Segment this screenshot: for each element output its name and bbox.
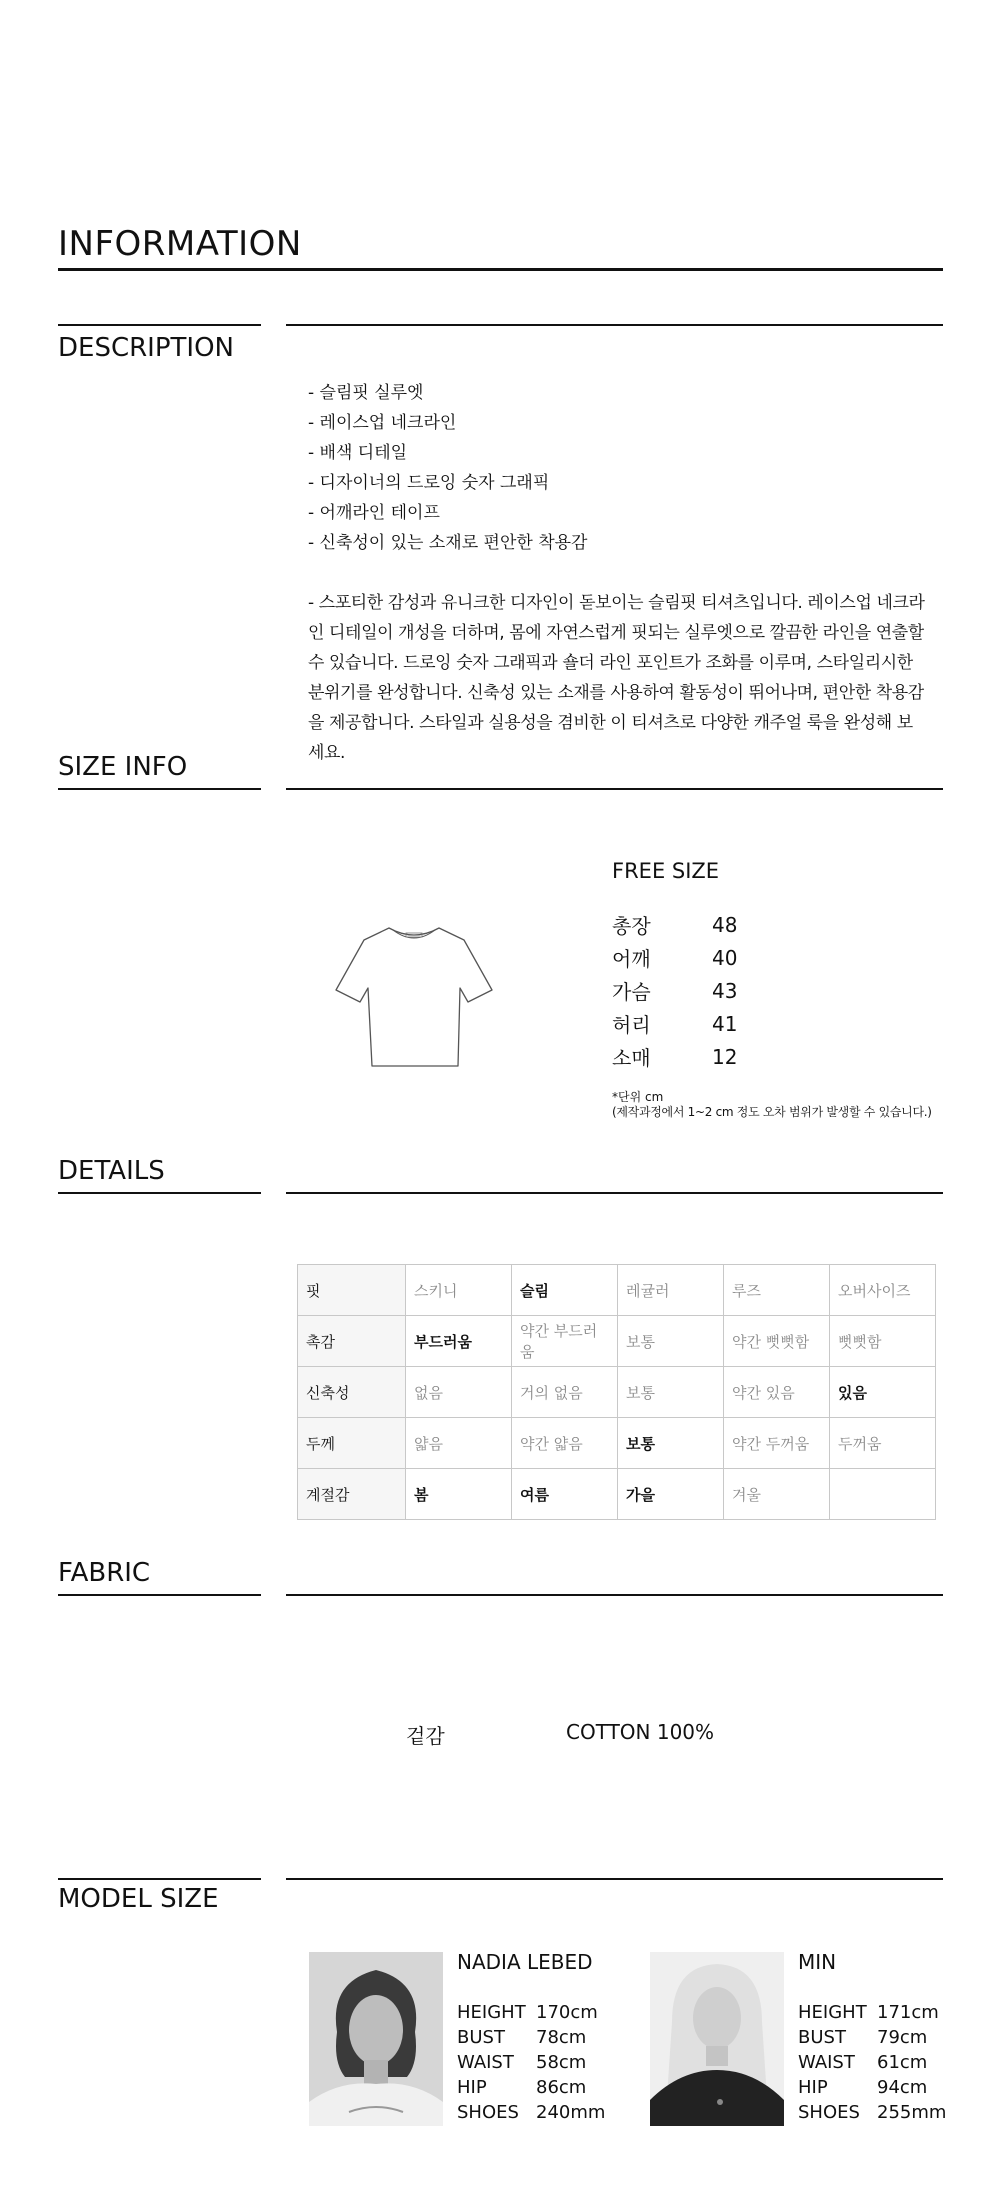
- unit-note: *단위 cm: [612, 1090, 664, 1104]
- stat-value: 170cm: [536, 2002, 598, 2023]
- details-option: 보통: [618, 1367, 724, 1418]
- description-rule-right: [286, 324, 943, 326]
- model-measurements: [457, 2000, 605, 2125]
- stat-value: 78cm: [536, 2027, 587, 2048]
- measurement-row: [612, 941, 737, 974]
- tolerance-note: (제작과정에서 1~2 cm 정도 오차 범위가 발생할 수 있습니다.): [612, 1105, 932, 1119]
- tshirt-flat-sketch: [334, 918, 494, 1068]
- model-stat-row: [798, 2000, 946, 2025]
- details-row: [298, 1316, 936, 1367]
- details-option: 거의 없음: [512, 1367, 618, 1418]
- stat-label: SHOES: [798, 2102, 860, 2123]
- details-row-header: 핏: [298, 1265, 406, 1316]
- size-info-rule-right: [286, 788, 943, 790]
- model-stat-row: [798, 2075, 946, 2100]
- details-option-selected: 여름: [512, 1469, 618, 1520]
- description-heading: DESCRIPTION: [58, 333, 234, 363]
- feature-item: - 배색 디테일: [308, 443, 408, 463]
- details-option: 없음: [406, 1367, 512, 1418]
- details-row: [298, 1265, 936, 1316]
- feature-item: - 신축성이 있는 소재로 편안한 착용감: [308, 533, 588, 553]
- details-option: 약간 뻣뻣함: [724, 1316, 830, 1367]
- details-option: 두꺼움: [830, 1418, 936, 1469]
- model-stat-row: [457, 2100, 605, 2125]
- details-row-header: 촉감: [298, 1316, 406, 1367]
- details-rule-right: [286, 1192, 943, 1194]
- size-measurements: [612, 908, 737, 1073]
- model-stat-row: [798, 2050, 946, 2075]
- model-photo: [650, 1952, 784, 2126]
- measurement-row: [612, 1040, 737, 1073]
- model-size-heading: MODEL SIZE: [58, 1884, 219, 1914]
- measurement-label: 가슴: [612, 980, 651, 1004]
- details-option: 약간 얇음: [512, 1418, 618, 1469]
- size-info-heading: SIZE INFO: [58, 752, 188, 782]
- size-info-rule-left: [58, 788, 261, 790]
- fabric-rule-left: [58, 1594, 261, 1596]
- feature-item: - 어깨라인 테이프: [308, 503, 440, 523]
- measurement-label: 허리: [612, 1013, 651, 1037]
- fabric-heading: FABRIC: [58, 1558, 151, 1588]
- stat-value: 94cm: [877, 2077, 928, 2098]
- fabric-composition: COTTON 100%: [566, 1720, 715, 1744]
- model-stat-row: [457, 2000, 605, 2025]
- model-stat-row: [798, 2100, 946, 2125]
- measurement-value: 48: [712, 912, 738, 937]
- details-row-header: 계절감: [298, 1469, 406, 1520]
- details-option-selected: 가을: [618, 1469, 724, 1520]
- feature-list: [308, 378, 587, 558]
- details-row-header: 신축성: [298, 1367, 406, 1418]
- measurement-row: [612, 908, 737, 941]
- stat-value: 58cm: [536, 2052, 587, 2073]
- stat-label: HEIGHT: [798, 2002, 867, 2023]
- stat-label: HIP: [798, 2077, 828, 2098]
- stat-label: WAIST: [457, 2052, 514, 2073]
- model-stat-row: [457, 2025, 605, 2050]
- measurement-value: 41: [712, 1011, 738, 1036]
- stat-label: HEIGHT: [457, 2002, 526, 2023]
- feature-item: - 슬림핏 실루엣: [308, 383, 424, 403]
- model-stat-row: [457, 2050, 605, 2075]
- details-heading: DETAILS: [58, 1156, 165, 1186]
- description-paragraph: - 스포티한 감성과 유니크한 디자인이 돋보이는 슬림핏 티셔츠입니다. 레이스업 네크라인 디테일이 개성을 더하며, 몸에 자연스럽게 핏되는 실루엣으로 깔끔한 라인을 연출할 수 있습니다. 드로잉 숫자 그래픽과 숄더 라인 포인트가 조화를 이루며, 스타일리시한 분위기를 완성합니다. 신축성 있는 소재를 사용하여 활동성이 뛰어나며, 편안한 착용감을 제공합니다. 스타일과 실용성을 겸비한 이 티셔츠로 다양한 캐주얼 룩을 완성해 보세요.: [308, 593, 925, 763]
- details-option: 약간 있음: [724, 1367, 830, 1418]
- description-rule-left: [58, 324, 261, 326]
- measurement-value: 40: [712, 945, 738, 970]
- details-option: 보통: [618, 1316, 724, 1367]
- stat-label: WAIST: [798, 2052, 855, 2073]
- details-option: 약간 부드러움: [512, 1316, 618, 1367]
- measurement-label: 소매: [612, 1046, 651, 1070]
- details-option-selected: 봄: [406, 1469, 512, 1520]
- stat-value: 61cm: [877, 2052, 928, 2073]
- details-option: 얇음: [406, 1418, 512, 1469]
- model-stat-row: [457, 2075, 605, 2100]
- stat-label: BUST: [798, 2027, 846, 2048]
- stat-label: HIP: [457, 2077, 487, 2098]
- details-option-selected: 슬림: [512, 1265, 618, 1316]
- stat-value: 171cm: [877, 2002, 939, 2023]
- details-rule-left: [58, 1192, 261, 1194]
- stat-label: BUST: [457, 2027, 505, 2048]
- details-row-header: 두께: [298, 1418, 406, 1469]
- page-title: INFORMATION: [58, 224, 302, 264]
- details-option: 스키니: [406, 1265, 512, 1316]
- details-option-selected: 부드러움: [406, 1316, 512, 1367]
- measurement-label: 어깨: [612, 947, 651, 971]
- measurement-label: 총장: [612, 914, 651, 938]
- size-name: FREE SIZE: [612, 859, 720, 883]
- details-row: [298, 1469, 936, 1520]
- stat-value: 255mm: [877, 2102, 947, 2123]
- model-size-rule-right: [286, 1878, 943, 1880]
- details-option: [830, 1469, 936, 1520]
- fabric-label: 겉감: [406, 1724, 445, 1748]
- measurement-row: [612, 1007, 737, 1040]
- stat-value: 79cm: [877, 2027, 928, 2048]
- model-measurements: [798, 2000, 946, 2125]
- feature-item: - 디자이너의 드로잉 숫자 그래픽: [308, 473, 550, 493]
- details-option: 약간 두꺼움: [724, 1418, 830, 1469]
- measurement-row: [612, 974, 737, 1007]
- details-option-selected: 있음: [830, 1367, 936, 1418]
- details-row: [298, 1367, 936, 1418]
- details-option: 뻣뻣함: [830, 1316, 936, 1367]
- stat-value: 86cm: [536, 2077, 587, 2098]
- model-stat-row: [798, 2025, 946, 2050]
- measurement-value: 43: [712, 978, 738, 1003]
- fabric-rule-right: [286, 1594, 943, 1596]
- title-divider: [58, 268, 943, 271]
- details-option: 겨울: [724, 1469, 830, 1520]
- model-photo: [309, 1952, 443, 2126]
- details-option: 오버사이즈: [830, 1265, 936, 1316]
- details-row: [298, 1418, 936, 1469]
- details-option-selected: 보통: [618, 1418, 724, 1469]
- model-name: NADIA LEBED: [457, 1950, 593, 1974]
- model-size-rule-left: [58, 1878, 261, 1880]
- feature-item: - 레이스업 네크라인: [308, 413, 457, 433]
- measurement-value: 12: [712, 1044, 738, 1069]
- details-table: [297, 1264, 936, 1520]
- stat-value: 240mm: [536, 2102, 606, 2123]
- details-option: 루즈: [724, 1265, 830, 1316]
- details-option: 레귤러: [618, 1265, 724, 1316]
- model-name: MIN: [798, 1950, 837, 1974]
- stat-label: SHOES: [457, 2102, 519, 2123]
